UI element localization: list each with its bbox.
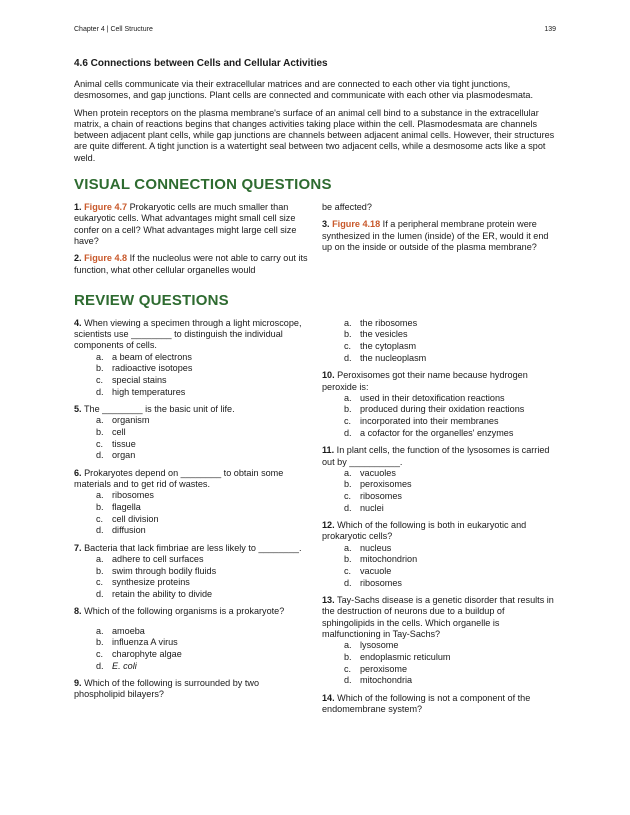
question-8 <box>74 606 308 672</box>
question-number: 1. <box>74 202 82 213</box>
question-text: Which of the following is surrounded by two phospholipid bilayers? <box>74 678 260 700</box>
answer-option[interactable]: a. lysosome <box>344 640 399 651</box>
answer-option[interactable]: c. vacuole <box>344 565 392 576</box>
question-11 <box>322 445 556 514</box>
answer-option[interactable]: a. the ribosomes <box>344 317 418 328</box>
page-header <box>74 26 556 38</box>
question-2-continued: be affected? <box>322 202 372 213</box>
answer-option[interactable]: b. the vesicles <box>344 329 408 340</box>
answer-option[interactable]: a. organism <box>96 415 150 426</box>
question-number: 8. <box>74 606 82 617</box>
review-questions-heading: REVIEW QUESTIONS <box>74 291 229 309</box>
question-4 <box>74 318 308 398</box>
answer-option[interactable]: b. flagella <box>96 501 141 512</box>
question-7 <box>74 543 308 601</box>
answer-option[interactable]: b. peroxisomes <box>344 479 412 490</box>
answer-option[interactable]: b. radioactive isotopes <box>96 363 193 374</box>
answer-option[interactable]: d. nuclei <box>344 502 384 513</box>
question-text: Prokaryotes depend on ________ to obtain some materials and to get rid of wastes. <box>74 467 284 490</box>
right-column <box>322 318 556 721</box>
question-13 <box>322 595 556 687</box>
answer-option[interactable]: a. nucleus <box>344 542 392 553</box>
question-text: Prokaryotic cells are much smaller than eukaryotic cells. What advantages might small cell size confer on a cell? What advantages might large cell size have? <box>74 202 297 246</box>
question-number: 2. <box>74 253 82 264</box>
figure-link[interactable]: Figure 4.8 <box>84 253 128 264</box>
answer-options <box>96 626 308 672</box>
right-column <box>322 202 556 282</box>
chapter-title: Chapter 4 | Cell Structure <box>74 26 153 33</box>
answer-option[interactable]: b. mitochondrion <box>344 554 418 565</box>
answer-option[interactable]: a. amoeba <box>96 625 145 636</box>
answer-options <box>96 554 308 600</box>
answer-option[interactable]: d. ribosomes <box>344 577 402 588</box>
answer-option[interactable]: c. charophyte algae <box>96 648 182 659</box>
question-number: 7. <box>74 542 82 553</box>
question-text: Which of the following organisms is a prokaryote? <box>81 606 285 617</box>
answer-option[interactable]: c. incorporated into their membranes <box>344 416 499 427</box>
answer-options <box>344 543 556 589</box>
left-column <box>74 202 308 282</box>
question-10 <box>322 370 556 439</box>
answer-option[interactable]: a. adhere to cell surfaces <box>96 554 204 565</box>
answer-option[interactable]: d. high temperatures <box>96 386 186 397</box>
question-text: Which of the following is not a component of the endomembrane system? <box>322 692 531 714</box>
answer-options <box>344 318 556 364</box>
answer-options <box>96 352 308 398</box>
answer-option[interactable]: d. mitochondria <box>344 675 413 686</box>
section-paragraph: Animal cells communicate via their extracellular matrices and are connected to each other via tight junctions, desmosomes, and gap junctions. Plant cells are connected and communicate with each other via plasmodesmata. <box>74 79 533 101</box>
question-14 <box>322 693 556 716</box>
answer-option[interactable]: c. ribosomes <box>344 490 402 501</box>
answer-option[interactable]: a. a beam of electrons <box>96 351 192 362</box>
answer-option[interactable]: b. cell <box>96 427 126 438</box>
left-column <box>74 318 308 721</box>
figure-link[interactable]: Figure 4.7 <box>84 202 128 213</box>
review-questions <box>74 318 556 721</box>
answer-option[interactable]: b. swim through bodily fluids <box>96 565 217 576</box>
figure-link[interactable]: Figure 4.18 <box>332 219 381 230</box>
answer-option[interactable]: c. the cytoplasm <box>344 341 417 352</box>
question-9-options <box>322 318 556 364</box>
question-number: 13. <box>322 595 335 606</box>
question-text: In plant cells, the function of the lysosomes is carried out by __________. <box>322 445 550 467</box>
question-12 <box>322 520 556 589</box>
question-text: Peroxisomes got their name because hydrogen peroxide is: <box>322 370 528 392</box>
question-number: 10. <box>322 370 335 381</box>
answer-option[interactable]: b. produced during their oxidation reactions <box>344 404 525 415</box>
question-number: 5. <box>74 404 82 415</box>
answer-options <box>96 490 308 536</box>
question-3 <box>322 219 556 253</box>
question-1 <box>74 202 308 247</box>
question-text: If a peripheral membrane protein were synthesized in the lumen (inside) of the ER, would it end up on the inside or outside of the plasma membrane? <box>322 219 549 252</box>
question-text: Which of the following is both in eukaryotic and prokaryotic cells? <box>322 520 527 542</box>
answer-option[interactable]: b. influenza A virus <box>96 637 178 648</box>
question-number: 14. <box>322 692 335 703</box>
question-number: 12. <box>322 520 335 531</box>
answer-option[interactable]: c. cell division <box>96 513 159 524</box>
question-6 <box>74 468 308 537</box>
answer-options <box>344 393 556 439</box>
answer-option[interactable]: a. ribosomes <box>96 490 154 501</box>
page-number: 139 <box>544 26 556 33</box>
visual-questions <box>74 202 556 282</box>
visual-connection-heading: VISUAL CONNECTION QUESTIONS <box>74 176 332 194</box>
answer-option[interactable]: d. E. coli <box>96 660 137 671</box>
question-9 <box>74 678 308 701</box>
question-2 <box>74 253 308 276</box>
answer-option[interactable]: c. special stains <box>96 374 167 385</box>
answer-options <box>96 415 308 461</box>
answer-option[interactable]: a. vacuoles <box>344 467 396 478</box>
question-number: 11. <box>322 445 335 456</box>
answer-option[interactable]: d. retain the ability to divide <box>96 588 213 599</box>
answer-option[interactable]: c. synthesize proteins <box>96 577 190 588</box>
answer-options <box>344 468 556 514</box>
answer-option[interactable]: d. organ <box>96 450 136 461</box>
question-number: 9. <box>74 678 82 689</box>
answer-option[interactable]: c. peroxisome <box>344 663 408 674</box>
section-title: 4.6 Connections between Cells and Cellular Activities <box>74 58 328 69</box>
answer-option[interactable]: b. endoplasmic reticulum <box>344 651 451 662</box>
answer-options <box>344 640 556 686</box>
question-5 <box>74 404 308 462</box>
question-number: 3. <box>322 219 330 230</box>
question-text: If the nucleolus were not able to carry out its function, what other cellular organelles would <box>74 253 308 275</box>
question-text: When viewing a specimen through a light microscope, scientists use ________ to distinguish the individual components of cells. <box>74 317 302 351</box>
answer-option[interactable]: c. tissue <box>96 438 136 449</box>
answer-option[interactable]: d. a cofactor for the organelles' enzymes <box>344 427 514 438</box>
question-text: Tay-Sachs disease is a genetic disorder that results in the destruction of neurons due to a buildup of sphingolipids in the cells. Which organelle is malfunctioning in Tay-Sachs? <box>322 595 554 640</box>
page-content <box>74 58 556 721</box>
question-text: Bacteria that lack fimbriae are less likely to ________. <box>81 542 302 553</box>
section-paragraph: When protein receptors on the plasma membrane's surface of an animal cell bind to a substance in the extracellular matrix, a chain of reactions begins that changes activities taking place within the cell. Plasmodesmata are channels between adjacent plant cells, while gap junctions are channels between adjacent animal cells. However, their structures are quite different. A tight junction is a watertight seal between two adjacent cells, while a desmosome acts like a spot weld. <box>74 107 555 163</box>
question-number: 4. <box>74 317 82 328</box>
answer-option[interactable]: d. diffusion <box>96 525 146 536</box>
answer-option[interactable]: d. the nucleoplasm <box>344 352 427 363</box>
question-text: The ________ is the basic unit of life. <box>81 404 235 415</box>
question-number: 6. <box>74 467 82 478</box>
answer-option[interactable]: a. used in their detoxification reactions <box>344 392 505 403</box>
